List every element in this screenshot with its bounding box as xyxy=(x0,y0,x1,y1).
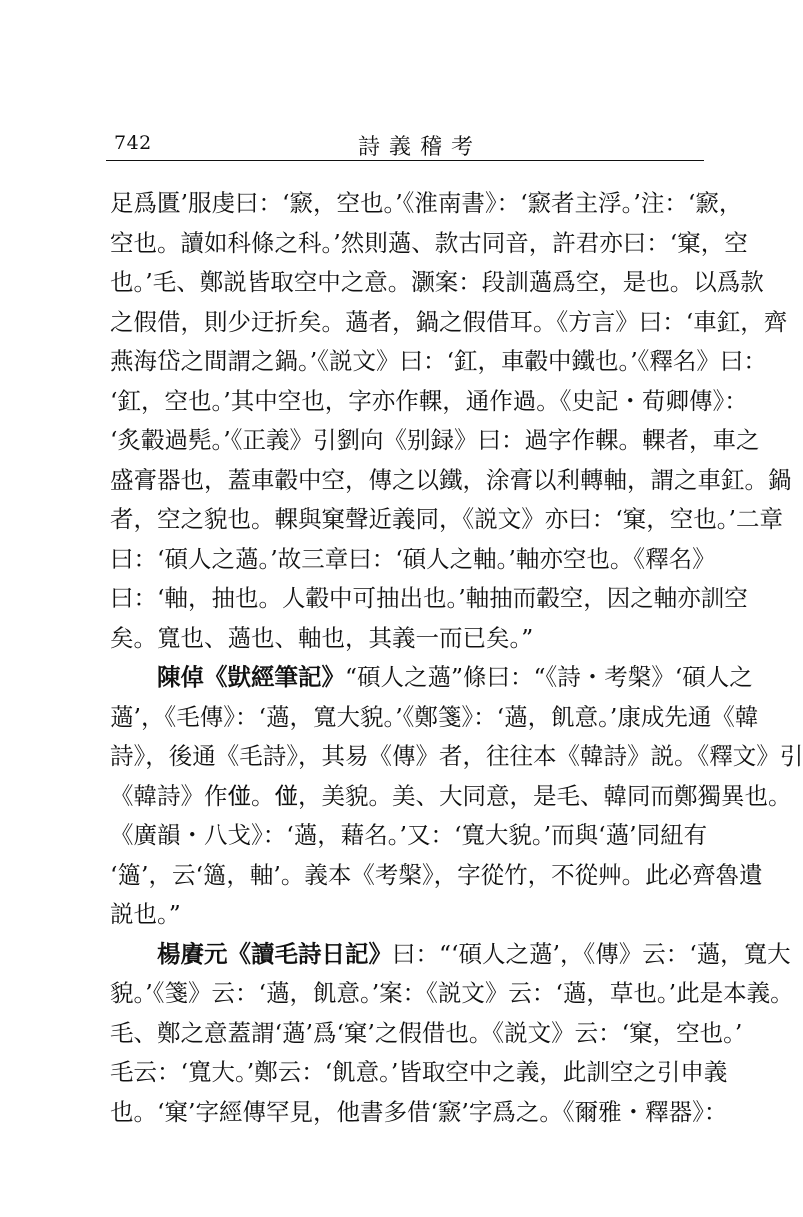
page-header xyxy=(110,130,708,162)
line-text: 也。‘窠’字經傳罕見，他書多借‘窾’字爲之。《爾雅・釋器》： xyxy=(110,1097,728,1126)
line-text: ‘簻’，云‘簻，軸’。義本《考槃》，字從竹，不從艸。此必齊魯遺 xyxy=(110,860,763,889)
text-line xyxy=(110,777,792,817)
text-line xyxy=(110,224,748,264)
line-text: 矣。寬也、薖也、軸也，其義一而已矣。” xyxy=(110,623,534,652)
line-text: 曰：‘軸，抽也。人轂中可抽出也。’軸抽而轂空，因之軸亦訓空 xyxy=(110,584,748,612)
text-line xyxy=(110,500,783,540)
text-line xyxy=(110,816,706,856)
text-line xyxy=(110,698,759,738)
line-text: 毛云：‘寬大。’鄭云：‘飢意。’皆取空中之義，此訓空之引申義 xyxy=(110,1058,728,1086)
line-text: 毛、鄭之意蓋謂‘薖’爲‘窠’之假借也。《説文》云：‘窠，空也。’ xyxy=(110,1018,743,1047)
line-text: 曰：“‘碩人之薖’，《傳》云：‘薖，寬大 xyxy=(392,939,791,968)
body-text xyxy=(110,184,803,1132)
line-text: 也。’毛、鄭説皆取空中之意。灏案：段訓薖爲空，是也。以爲款 xyxy=(110,268,764,296)
line-text: 者，空之貌也。輠與窠聲近義同，《説文》亦曰：‘窠，空也。’二章 xyxy=(110,505,783,533)
line-text: 詩》，後通《毛詩》，其易《傳》者，往往本《韓詩》説。《釋文》引 xyxy=(110,742,803,770)
line-text: 足爲匱’服虔曰：‘窾，空也。’《淮南書》：‘窾者主浮。’注：‘窾， xyxy=(110,189,743,217)
text-line xyxy=(110,461,792,501)
text-line xyxy=(110,421,760,461)
line-text: 貌。’《箋》云：‘薖，飢意。’案：《説文》云：‘薖，草也。’此是本義。 xyxy=(110,979,794,1007)
running-title: 詩義稽考 xyxy=(358,135,483,160)
text-line xyxy=(110,342,767,382)
text-line xyxy=(110,540,716,580)
text-line xyxy=(110,1014,743,1054)
line-text: ‘釭，空也。’其中空也，字亦作輠，通作過。《史記・荀卿傳》： xyxy=(110,386,748,415)
line-text: 《廣韻・八戈》：‘薖，藉名。’又：‘寬大貌。’而與‘薖’同紐有 xyxy=(110,821,708,849)
line-text: 薖’，《毛傳》：‘薖，寬大貌。’《鄭箋》：‘薖，飢意。’康成先通《韓 xyxy=(110,702,759,731)
text-line xyxy=(110,895,706,935)
line-text: ‘炙轂過髡。’《正義》引劉向《别録》曰：過字作輠。輠者，車之 xyxy=(110,426,760,454)
text-line xyxy=(110,263,764,303)
line-text: 説也。” xyxy=(110,900,181,928)
text-line xyxy=(110,658,753,698)
line-text: 之假借，則少迂折矣。薖者，鍋之假借耳。《方言》曰：‘車釭，齊 xyxy=(110,307,788,336)
text-line xyxy=(110,856,763,896)
line-text: 燕海岱之間謂之鍋。’《説文》曰：‘釭，車轂中鐵也。’《釋名》曰： xyxy=(110,347,767,375)
page-number: 742 xyxy=(114,132,152,154)
line-text: 曰：‘碩人之薖。’故三章曰：‘碩人之軸。’軸亦空也。《釋名》 xyxy=(110,544,716,573)
text-line xyxy=(110,303,788,343)
text-line xyxy=(110,619,706,659)
text-line xyxy=(110,184,743,224)
header-rule xyxy=(106,160,704,161)
line-text: “碩人之薖”條曰：“《詩・考槃》‘碩人之 xyxy=(345,663,753,691)
line-text: 空也。讀如科條之科。’然則薖、款古同音，許君亦曰：‘窠，空 xyxy=(110,228,748,257)
line-text: 盛膏器也，蓋車轂中空，傳之以鐵，涂膏以利轉軸，謂之車釭。鍋 xyxy=(110,465,792,494)
text-line xyxy=(110,579,748,619)
text-line xyxy=(110,935,791,975)
line-text: 《韓詩》作𠊧。𠊧，美貌。美、大同意，是毛、韓同而鄭獨異也。 xyxy=(110,781,792,810)
citation-source: 楊賡元《讀毛詩日記》 xyxy=(157,939,392,968)
text-line xyxy=(110,382,748,422)
text-line xyxy=(110,737,803,777)
text-line xyxy=(110,1093,728,1133)
text-line xyxy=(110,1053,728,1093)
citation-source: 陳倬《獃經筆記》 xyxy=(157,663,345,691)
text-line xyxy=(110,974,794,1014)
